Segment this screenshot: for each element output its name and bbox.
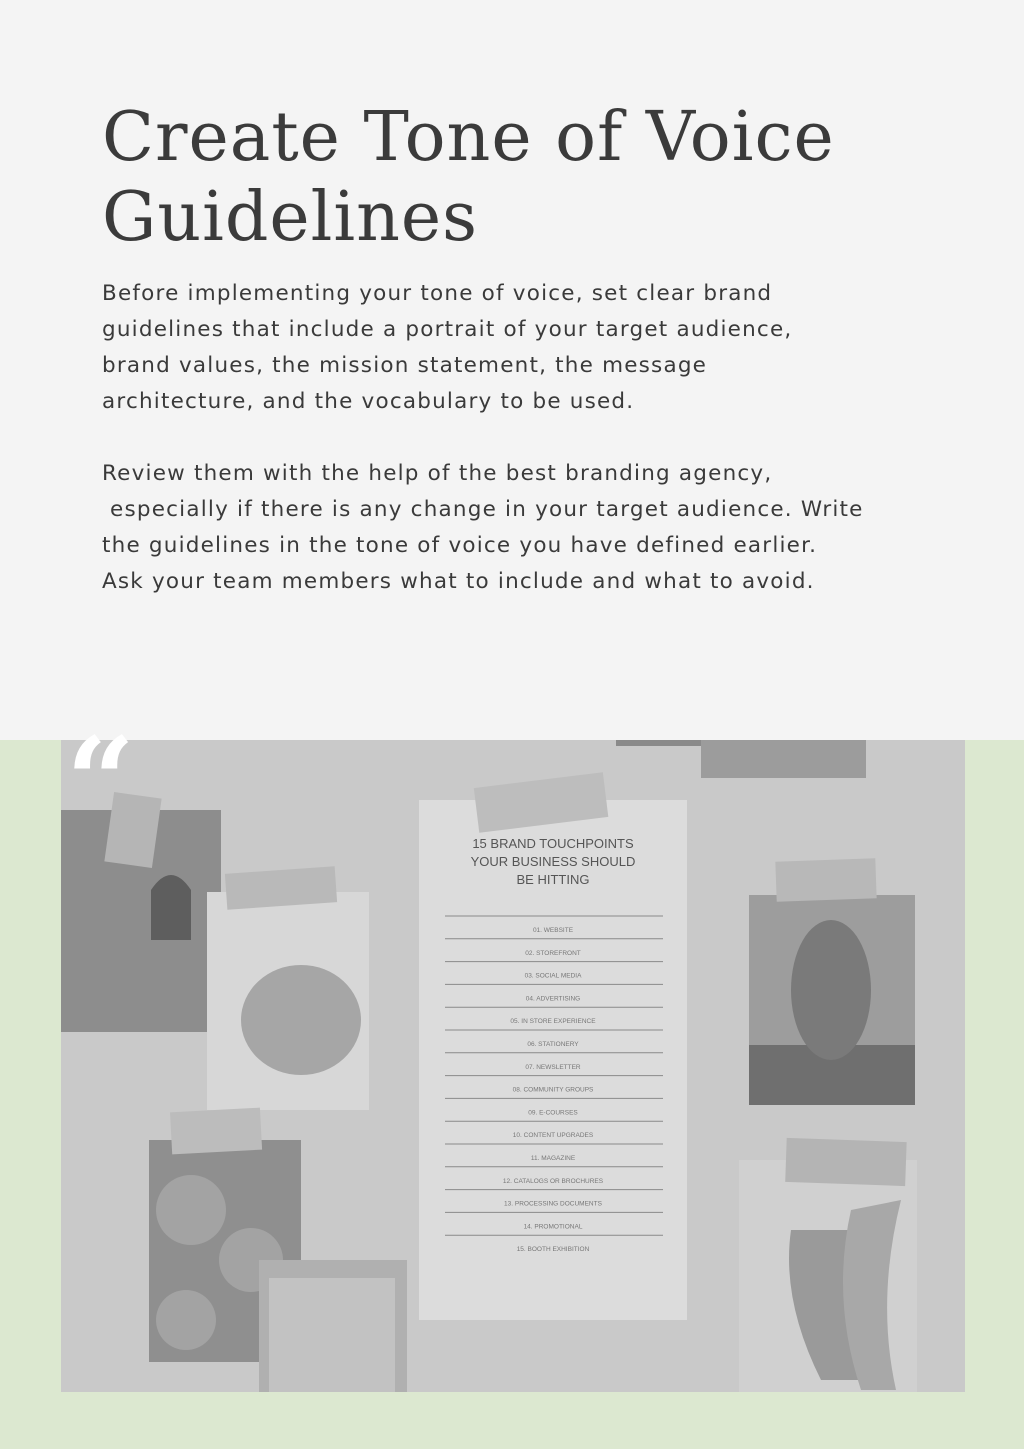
poster-list-item: 02. STOREFRONT: [525, 949, 581, 957]
poster-list-item: 13. PROCESSING DOCUMENTS: [504, 1200, 602, 1208]
moodboard-photo: [61, 740, 965, 1392]
moodboard-illustration: [61, 740, 965, 1392]
page-title: [102, 98, 982, 258]
poster-list-item: 14. PROMOTIONAL: [523, 1223, 583, 1231]
poster-list-item: 12. CATALOGS OR BROCHURES: [502, 1177, 604, 1185]
poster-list-item: 07. NEWSLETTER: [525, 1063, 581, 1071]
poster-title-line: BE HITTING: [516, 872, 590, 887]
poster-list-item: 10. CONTENT UPGRADES: [512, 1132, 594, 1140]
poster-list-item: 03. SOCIAL MEDIA: [524, 972, 582, 980]
review-paragraph: Review them with the help of the best branding agency, especially if there is any change in your target audience. Write the guidelines in the tone of voice you have defined earlier. Ask your team members what to include and what to avoid.: [102, 461, 864, 594]
poster-list-item: 05. IN STORE EXPERIENCE: [510, 1018, 596, 1026]
poster-list-item: 08. COMMUNITY GROUPS: [512, 1086, 594, 1094]
poster-list-item: 06. STATIONERY: [527, 1041, 579, 1048]
poster-title-line: YOUR BUSINESS SHOULD: [470, 854, 636, 869]
title-line-1: Create Tone of Voice: [102, 98, 835, 177]
poster-list-item: 09. E-COURSES: [528, 1109, 578, 1117]
poster-list-item: 01. WEBSITE: [532, 927, 574, 934]
title-line-2: Guidelines: [102, 178, 479, 257]
quote-icon: “: [66, 711, 136, 852]
poster-list-item: 11. MAGAZINE: [530, 1155, 576, 1162]
intro-paragraph: Before implementing your tone of voice, set clear brand guidelines that include a portrait of your target audience, brand values, the mission statement, the message architecture, and the vocabulary to be used.: [102, 281, 793, 414]
poster-title-line: 15 BRAND TOUCHPOINTS: [472, 836, 634, 851]
poster-list-item: 04. ADVERTISING: [525, 995, 581, 1003]
poster-list-item: 15. BOOTH EXHIBITION: [516, 1246, 590, 1254]
